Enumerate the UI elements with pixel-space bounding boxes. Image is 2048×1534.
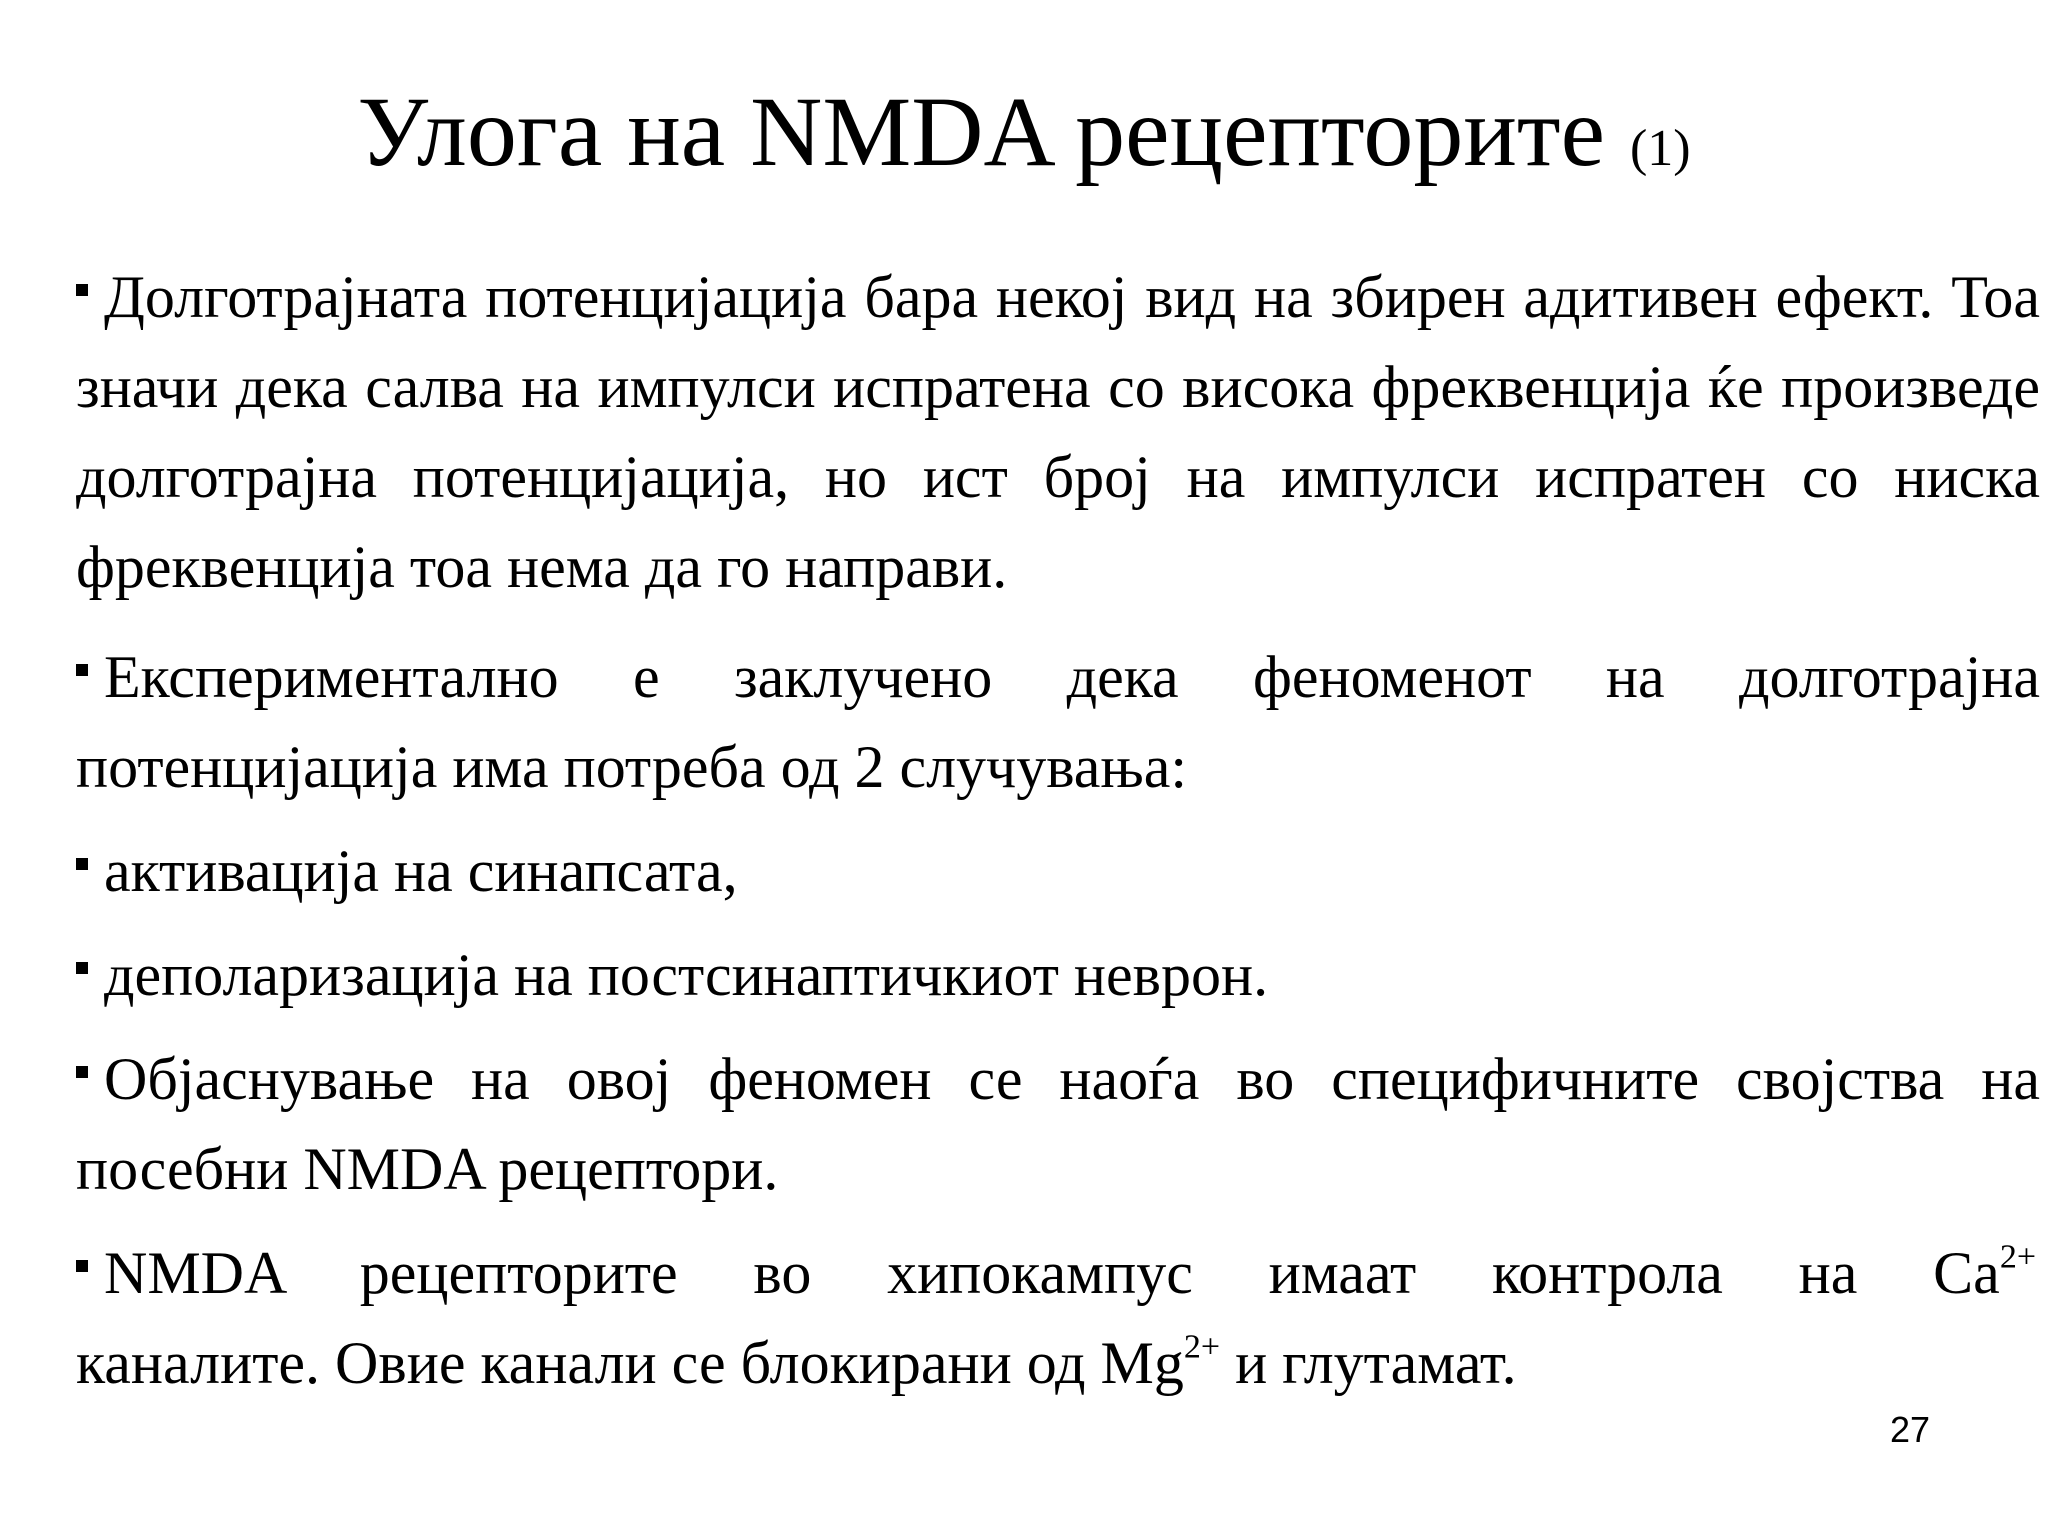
- bullet-item: [76, 632, 2040, 812]
- slide-title-text: Улога на NMDA рецепторите: [357, 76, 1605, 187]
- square-bullet-icon: [76, 1066, 88, 1078]
- square-bullet-icon: [76, 284, 88, 296]
- page-number: 27: [1890, 1409, 1931, 1450]
- square-bullet-icon: [76, 1260, 88, 1272]
- bullet-item: [76, 826, 2040, 916]
- bullet-list: [76, 252, 2040, 1408]
- bullet-line: [76, 1228, 2036, 1318]
- bullet-text: деполаризација на постсинаптичкиот неврон.: [104, 942, 1269, 1008]
- bullet-item: [76, 252, 2040, 612]
- bullet-text: NMDA рецепторите во хипокампус имаат контрола на Ca: [104, 1240, 2000, 1306]
- bullet-item: [76, 930, 2040, 1020]
- slide-title: [0, 72, 2048, 209]
- square-bullet-icon: [76, 858, 88, 870]
- bullet-text: Долготрајната потенцијација бара некој вид на збирен адитивен ефект. Тоа значи дека салва на импулси испратена со висока фреквенција ќе произведе долготрајна потенцијација, но ист број на импулси испратен со ниска фреквенција тоа нема да го направи.: [76, 264, 2040, 600]
- magnesium-charge: 2+: [1183, 1328, 1221, 1366]
- bullet-item: [76, 1228, 2040, 1408]
- square-bullet-icon: [76, 962, 88, 974]
- bullet-line: [76, 1318, 2040, 1408]
- bullet-item: [76, 1034, 2040, 1214]
- bullet-text: активација на синапсата,: [104, 838, 738, 904]
- bullet-text: каналите. Овие канали се блокирани од Mg: [76, 1330, 1184, 1396]
- bullet-text: Експериментално е заклучено дека феноменот на долготрајна потенцијација има потреба од 2 случувања:: [76, 644, 2040, 800]
- slide-title-number: (1): [1629, 120, 1691, 177]
- bullet-text: Објаснување на овој феномен се наоѓа во специфичните својства на посебни NMDA рецептори.: [76, 1046, 2040, 1202]
- bullet-text: и глутамат.: [1220, 1330, 1517, 1396]
- calcium-charge: 2+: [1999, 1238, 2036, 1276]
- square-bullet-icon: [76, 664, 88, 676]
